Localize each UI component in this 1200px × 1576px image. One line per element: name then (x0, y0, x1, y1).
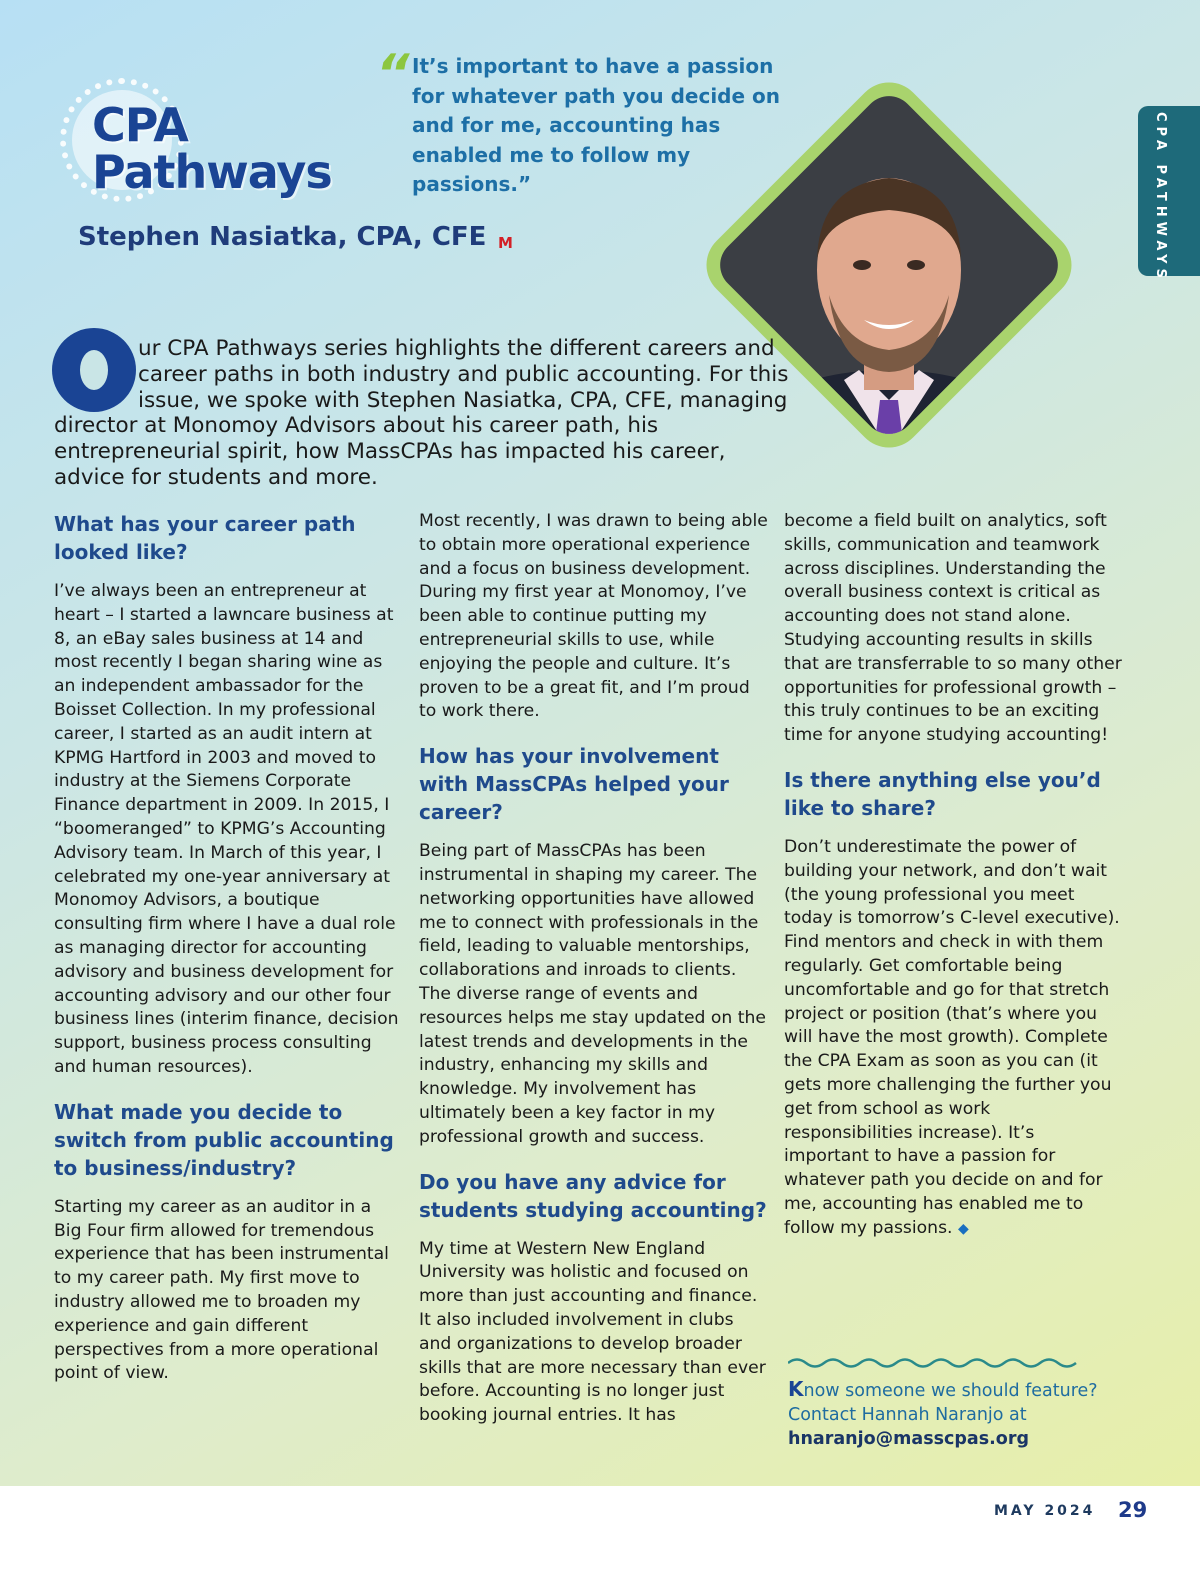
answer-paragraph: become a field built on analytics, soft skills, communication and teamwork across disciplines. Understanding the overall business context is critical as accounting does not stand alone. Studying accounting results in skills that are transferrable to so many other opportunities for professional growth – this truly continues to be an exciting time for anyone studying accounting! (784, 511, 1122, 746)
question-heading: What made you decide to switch from public accounting to business/industry? (54, 1099, 394, 1180)
title-line-1: CPA (92, 98, 188, 152)
end-diamond-icon: ◆ (957, 1220, 969, 1237)
intro-paragraph (54, 336, 792, 491)
contact-box (788, 1378, 1138, 1451)
title-line-2: Pathways (92, 145, 332, 199)
pull-quote: It’s important to have a passion for whatever path you decide on and for me, accounting has enabled me to follow my passions.” (412, 54, 780, 196)
question-heading: Do you have any advice for students studying accounting? (419, 1169, 767, 1222)
article-column-3 (784, 510, 1124, 1242)
wave-divider (788, 1356, 1080, 1370)
footer-area (0, 1486, 1200, 1576)
contact-text: now someone we should feature? Contact Hannah Naranjo at (788, 1381, 1098, 1425)
contact-initial: K (788, 1377, 804, 1401)
quote-mark-icon: “ (376, 44, 406, 104)
section-side-tab-label: CPA PATHWAYS (1153, 112, 1168, 283)
article-column-2 (419, 510, 769, 1428)
right-eye (907, 260, 925, 270)
page-title (92, 98, 332, 199)
question-heading: What has your career path looked like? (54, 512, 356, 564)
answer-paragraph: Most recently, I was drawn to being able to obtain more operational experience and a focus on business development. During my first year at Monomoy, I’ve been able to continue putting my entrepreneurial skills to use, while enjoying the people and culture. It’s proven to be a great fit, and I’m proud to work there. (419, 511, 768, 722)
answer-paragraph: I’ve always been an entrepreneur at heart – I started a lawncare business at 8, an eBay sales business at 14 and most recently I began sharing wine as an independent ambassador for the Boisset Collection. In my professional career, I started as an audit intern at KPMG Hartford in 2003 and moved to industry at the Siemens Corporate Finance department in 2009. In 2015, I “boomeranged” to KPMG’s Accounting Advisory team. In March of this year, I celebrated my one-year anniversary at Monomoy Advisors, a boutique consulting firm where I have a dual role as managing director for accounting advisory and business development for accounting advisory and our other four business lines (interim finance, decision support, business process consulting and human resources). (54, 581, 399, 1077)
issue-date: MAY 2024 (994, 1503, 1096, 1519)
intro-text: ur CPA Pathways series highlights the different careers and career paths in both industry and public accounting. For this issue, we spoke with Stephen Nasiatka, CPA, CFE, managing director at Monomoy Advisors about his career path, his entrepreneurial spirit, how MassCPAs has impacted his career, advice for students and more. (54, 336, 789, 490)
author-name: Stephen Nasiatka, CPA, CFE (78, 222, 487, 252)
article-column-1 (54, 510, 404, 1386)
answer-text: Don’t underestimate the power of building your network, and don’t wait (the young professional you meet today is tomorrow’s C-level executive). Find mentors and check in with them regularly. Get comfortable being uncomfortable and go for that stretch project or position (that’s where you will have the most growth). Complete the CPA Exam as soon as you can (it gets more challenging the further you get from school as work responsibilities increase). It’s important to have a passion for whatever path you decide on and for me, accounting has enabled me to follow my passions. (784, 836, 1120, 1238)
question-heading: Is there anything else you’d like to share? (784, 767, 1101, 820)
member-mark-icon: M (498, 234, 513, 252)
answer-paragraph: Being part of MassCPAs has been instrumental in shaping my career. The networking opportunities have allowed me to connect with professionals in the field, leading to valuable mentorships, collaborations and inroads to clients. The diverse range of events and resources helps me stay updated on the latest trends and developments in the industry, enhancing my skills and knowledge. My involvement has ultimately been a key factor in my professional growth and success. (419, 841, 766, 1147)
answer-paragraph (784, 836, 1124, 1242)
question-heading: How has your involvement with MassCPAs helped your career? (419, 744, 729, 825)
answer-paragraph: My time at Western New England University was holistic and focused on more than just accounting and finance. It also included involvement in clubs and organizations to develop broader skills that are more necessary than ever before. Accounting is no longer just booking journal entries. It has (419, 1238, 766, 1426)
contact-email-link[interactable]: hnaranjo@masscpas.org (788, 1428, 1029, 1449)
dropcap-spacer (54, 336, 138, 388)
page-number: 29 (1118, 1498, 1148, 1522)
left-eye (853, 260, 871, 270)
answer-paragraph: Starting my career as an auditor in a Big Four firm allowed for tremendous experience that has been instrumental to my career path. My first move to industry allowed me to broaden my experience and gain different perspectives from a more operational point of view. (54, 1196, 389, 1384)
